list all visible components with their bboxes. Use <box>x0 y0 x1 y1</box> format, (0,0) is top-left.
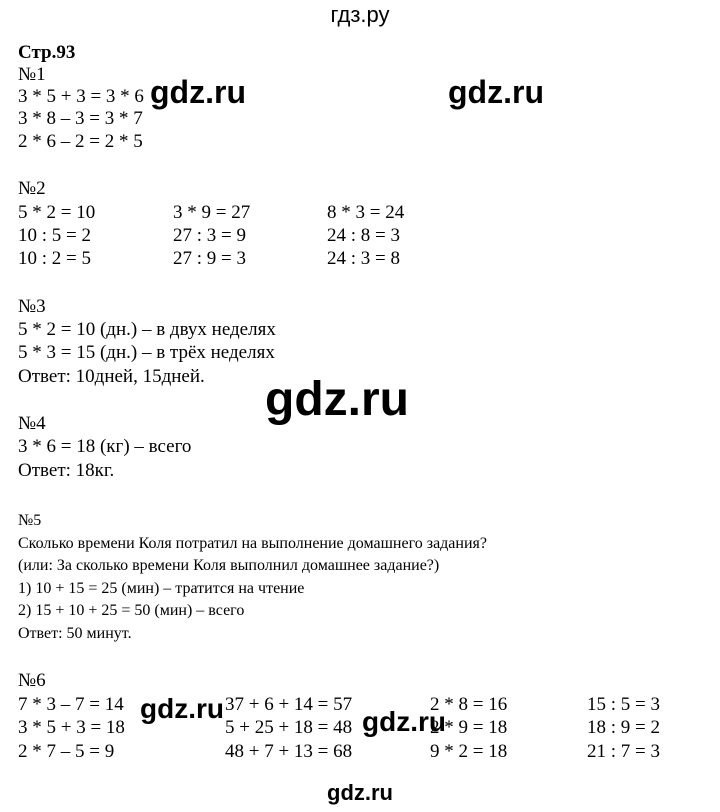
exercise-1-line: 3 * 8 – 3 = 3 * 7 <box>18 108 143 129</box>
page-label: Стр.93 <box>18 42 76 63</box>
site-footer: gdz.ru <box>327 780 393 805</box>
exercise-6-cell: 2 * 7 – 5 = 9 <box>18 741 115 762</box>
exercise-2-cell: 10 : 5 = 2 <box>18 225 91 246</box>
site-header: гдз.ру <box>330 2 390 27</box>
exercise-2-cell: 24 : 8 = 3 <box>327 225 400 246</box>
exercise-3-title: №3 <box>18 296 46 317</box>
exercise-3-line: 5 * 2 = 10 (дн.) – в двух неделях <box>18 319 276 340</box>
exercise-2-title: №2 <box>18 178 46 199</box>
exercise-5-alt-question: (или: За сколько времени Коля выполнил домашнее задание?) <box>18 557 440 574</box>
exercise-2-cell: 5 * 2 = 10 <box>18 202 96 223</box>
watermark: gdz.ru <box>265 373 409 426</box>
exercise-6-cell: 37 + 6 + 14 = 57 <box>225 694 353 715</box>
exercise-3-answer: Ответ: 10дней, 15дней. <box>18 366 205 387</box>
exercise-6-cell: 2 * 8 = 16 <box>430 694 508 715</box>
exercise-5-answer: Ответ: 50 минут. <box>18 625 132 642</box>
exercise-5-step: 2) 15 + 10 + 25 = 50 (мин) – всего <box>18 602 245 619</box>
watermark: gdz.ru <box>362 706 446 737</box>
exercise-1-line: 2 * 6 – 2 = 2 * 5 <box>18 131 143 152</box>
exercise-6-cell: 48 + 7 + 13 = 68 <box>225 741 353 762</box>
exercise-1-title: №1 <box>18 64 46 85</box>
exercise-6-cell: 5 + 25 + 18 = 48 <box>225 717 353 738</box>
exercise-6-title: №6 <box>18 670 46 691</box>
exercise-2-cell: 3 * 9 = 27 <box>173 202 251 223</box>
watermark: gdz.ru <box>150 74 246 110</box>
exercise-5-step: 1) 10 + 15 = 25 (мин) – тратится на чтение <box>18 580 305 597</box>
exercise-2-cell: 27 : 9 = 3 <box>173 248 246 269</box>
exercise-6-cell: 21 : 7 = 3 <box>587 741 660 762</box>
exercise-2-cell: 27 : 3 = 9 <box>173 225 246 246</box>
watermark: gdz.ru <box>140 693 224 724</box>
exercise-1-line: 3 * 5 + 3 = 3 * 6 <box>18 86 144 107</box>
exercise-6-cell: 3 * 5 + 3 = 18 <box>18 717 125 738</box>
exercise-6-cell: 2 * 9 = 18 <box>430 717 508 738</box>
watermark: gdz.ru <box>448 74 544 110</box>
exercise-4-title: №4 <box>18 413 46 434</box>
exercise-5-question: Сколько времени Коля потратил на выполнение домашнего задания? <box>18 535 487 552</box>
exercise-5-title: №5 <box>18 512 42 529</box>
exercise-3-line: 5 * 3 = 15 (дн.) – в трёх неделях <box>18 342 275 363</box>
exercise-2-cell: 24 : 3 = 8 <box>327 248 400 269</box>
exercise-2-cell: 10 : 2 = 5 <box>18 248 91 269</box>
exercise-4-answer: Ответ: 18кг. <box>18 460 115 481</box>
exercise-2-cell: 8 * 3 = 24 <box>327 202 405 223</box>
exercise-6-cell: 9 * 2 = 18 <box>430 741 508 762</box>
exercise-6-cell: 18 : 9 = 2 <box>587 717 660 738</box>
exercise-6-cell: 7 * 3 – 7 = 14 <box>18 694 124 715</box>
exercise-4-line: 3 * 6 = 18 (кг) – всего <box>18 436 192 457</box>
exercise-6-cell: 15 : 5 = 3 <box>587 694 660 715</box>
